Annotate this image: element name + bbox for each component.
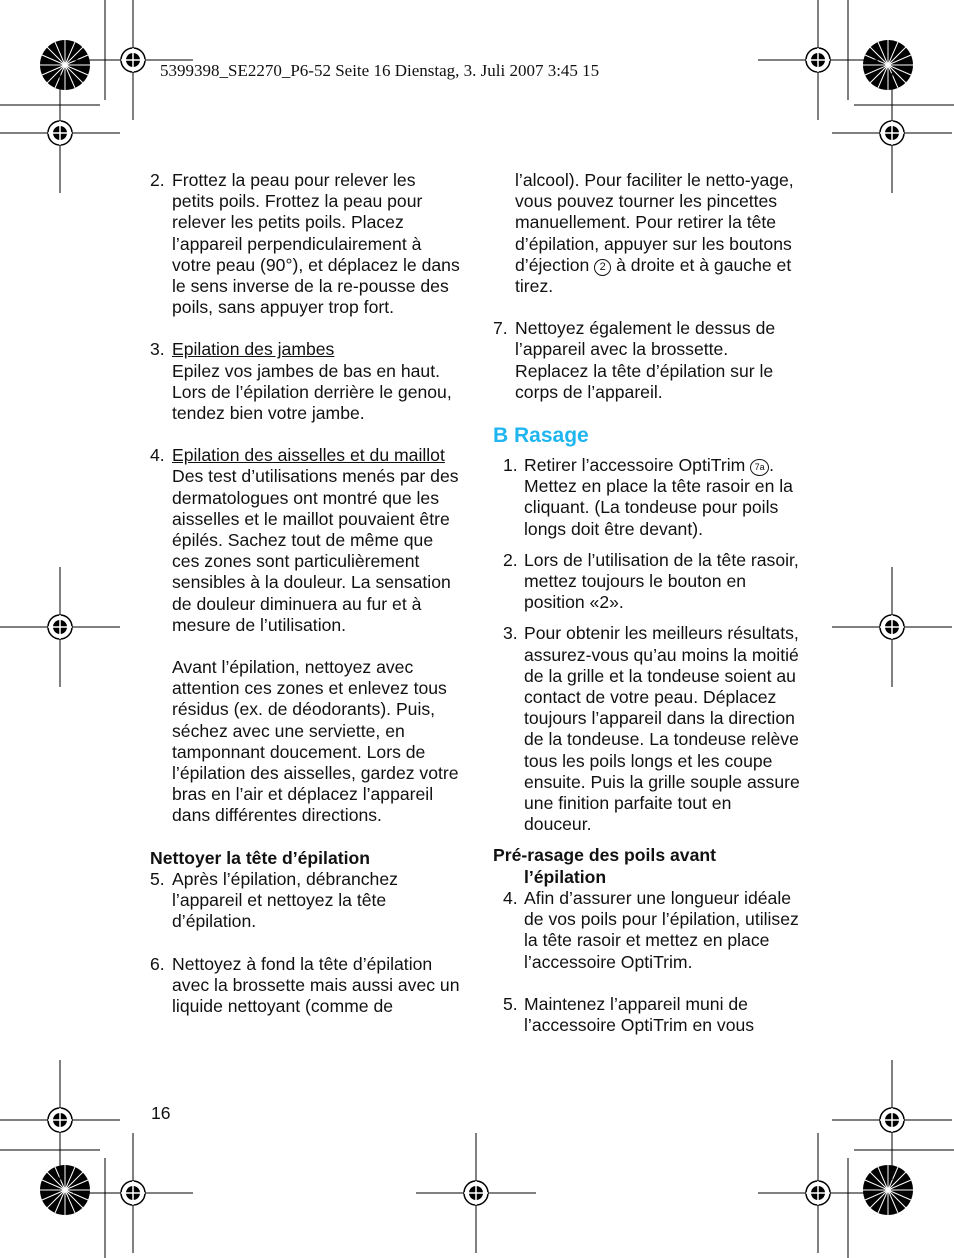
section-title-rasage: B Rasage	[493, 424, 589, 448]
item-text: l’alcool). Pour faciliter le netto-yage, vous pouvez tourner les pincettes manuellement. Pour retirer la tête d’épilation, appuyer sur les boutons d’éjection 2 à droite et à gauche et tirez.	[515, 170, 794, 297]
list-item-5: 5. Après l’épilation, débranchez l’appareil et nettoyez la tête d’épilation.	[150, 869, 460, 933]
item-text: Afin d’assurer une longueur idéale de vos poils pour l’épilation, utilisez la tête rasoir et mettez en place l’accessoire OptiTrim.	[524, 887, 799, 972]
subheading-armpits: Epilation des aisselles et du maillot	[172, 445, 445, 466]
item-text: Epilez vos jambes de bas en haut. Lors de l’épilation derrière le genou, tendez bien votre jambe.	[172, 360, 452, 424]
list-item-r5: 5. Maintenez l’appareil muni de l’accessoire OptiTrim en vous	[493, 994, 803, 1036]
list-item-r2: 2. Lors de l’utilisation de la tête rasoir, mettez toujours le bouton en position «2».	[493, 550, 803, 614]
ref-circle-2: 2	[594, 259, 611, 276]
ref-circle-7a: 7a	[750, 459, 769, 476]
item-text: Retirer l’accessoire OptiTrim 7a . Mettez en place la tête rasoir en la cliquant. (La tondeuse pour poils longs doit être devant).	[524, 455, 793, 539]
item-text: Avant l’épilation, nettoyez avec attention ces zones et enlevez tous résidus (ex. de déodorants). Puis, séchez avec une serviette, en tamponnant doucement. Lors de l’épilation des aisselles, gardez votre bras en l’air et déplacez l’appareil dans différentes directions.	[172, 657, 459, 826]
item-text: Des test d’utilisations menés par des dermatologues ont montré que les aisselles et le maillot pouvaient être épilés. Sachez tout de même que ces zones sont particulièrement sensibles à la douleur. La sensation de douleur diminuera au fur et à mesure de l’utilisation.	[172, 466, 459, 635]
list-item-7: 7. Nettoyez également le dessus de l’appareil avec la brossette. Replacez la tête d’épilation sur le corps de l’appareil.	[493, 318, 803, 403]
list-item-6: 6. Nettoyez à fond la tête d’épilation avec la brossette mais aussi avec un liquide nettoyant (comme de	[150, 953, 460, 1016]
list-item-r1: 1. Retirer l’accessoire OptiTrim 7a . Mettez en place la tête rasoir en la cliquant. (La tondeuse pour poils longs doit être devant).	[493, 455, 803, 540]
page-number: 16	[151, 1103, 171, 1123]
print-header: 5399398_SE2270_P6-52 Seite 16 Dienstag, 3. Juli 2007 3:45 15	[160, 61, 600, 80]
heading-preshave: Pré-rasage des poils avant l’épilation	[493, 845, 716, 887]
list-item-3: 3. Epilation des jambes Epilez vos jambes de bas en haut. Lors de l’épilation derrière le genou, tendez bien votre jambe.	[150, 339, 460, 424]
item-text: Pour obtenir les meilleurs résultats, assurez-vous qu’au moins la moitié de la grille et la tondeuse soient au contact de votre peau. Déplacez toujours l’appareil dans la direction de la tondeuse. La tondeuse relève tous les poils longs et les coupe ensuite. Puis la grille souple assure une finition parfaite tout en douceur.	[524, 623, 800, 835]
item-text: Maintenez l’appareil muni de l’accessoire OptiTrim en vous	[524, 993, 755, 1035]
item-text: Frottez la peau pour relever les petits poils. Frottez la peau pour relever les petits poils. Placez l’appareil perpendiculairement à votre peau (90°), et déplacez le dans le sens inverse de la re-pousse des poils, sans appuyer trop fort.	[172, 170, 460, 318]
item-text: Lors de l’utilisation de la tête rasoir, mettez toujours le bouton en position «2».	[524, 549, 799, 613]
list-item-2: 2. Frottez la peau pour relever les petits poils. Frottez la peau pour relever les petits poils. Placez l’appareil perpendiculairement à votre peau (90°), et déplacez le dans le sens inverse de la re-pousse des poils, sans appuyer trop fort.	[150, 170, 460, 318]
list-item-6-continued	[493, 170, 803, 297]
heading-cleaning: Nettoyer la tête d’épilation	[150, 847, 370, 868]
item-text: Après l’épilation, débranchez l’appareil et nettoyez la tête d’épilation.	[172, 868, 398, 932]
list-item-4: 4. Epilation des aisselles et du maillot Des test d’utilisations menés par des dermatologues ont montré que les aisselles et le maillot pouvaient être épilés. Sachez tout de même que ces zones sont particulièrement sensibles à la douleur. La sensation de douleur diminuera au fur et à mesure de l’utilisation. Avant l’épilation, nettoyez avec attention ces zones et enlevez tous résidus (ex. de déodorants). Puis, séchez avec une serviette, en tamponnant doucement. Lors de l’épilation des aisselles, gardez votre bras en l’air et déplacez l’appareil dans différentes directions.	[150, 445, 459, 826]
list-item-r4: 4. Afin d’assurer une longueur idéale de vos poils pour l’épilation, utilisez la tête rasoir et mettez en place l’accessoire OptiTrim.	[493, 888, 803, 973]
right-column	[493, 170, 803, 1036]
list-item-r3: 3. Pour obtenir les meilleurs résultats, assurez-vous qu’au moins la moitié de la grille et la tondeuse soient au contact de votre peau. Déplacez toujours l’appareil dans la direction de la tondeuse. La tondeuse relève tous les poils longs et les coupe ensuite. Puis la grille souple assure une finition parfaite tout en douceur.	[493, 623, 803, 835]
subheading-legs: Epilation des jambes	[172, 339, 335, 360]
item-text: Nettoyez à fond la tête d’épilation avec la brossette mais aussi avec un liquide nettoyant (comme de	[172, 953, 460, 1016]
left-column	[150, 170, 460, 1017]
item-text: Nettoyez également le dessus de l’appareil avec la brossette. Replacez la tête d’épilation sur le corps de l’appareil.	[515, 318, 776, 402]
